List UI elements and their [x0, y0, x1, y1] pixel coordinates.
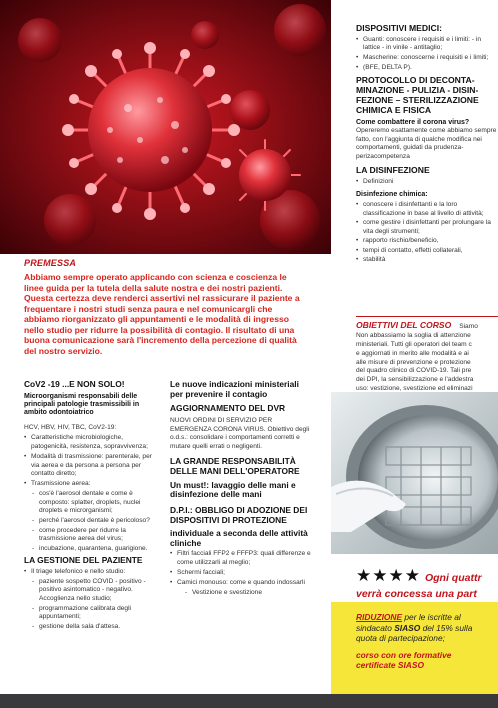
list-item: • come gestire i disinfettanti per prolungare la vita degli strumenti;: [356, 219, 498, 236]
list-item: • Modalità di trasmissione: parenterale, per via aerea e da persona a persona per contatto diretto;: [24, 453, 162, 479]
list-item: • Camici monouso: come e quando indossarli: [170, 579, 312, 588]
obiettivi-line: Non abbassiamo la soglia di attenzione: [356, 331, 471, 339]
list-item: • Trasmissione aerea:: [24, 480, 162, 489]
obiettivi-title: OBIETTIVI DEL CORSO: [356, 320, 452, 330]
question-text: Opereremo esattamente come abbiamo sempre fatto, con l'aggiunta di qualche modifica nei comportamenti, guidati da prudenza-perizacompetenza: [356, 127, 497, 160]
list-item: - incubazione, quarantena, guarigione.: [31, 545, 162, 554]
list-item: - cos'è l'aerosol dentale e come è composto: splatter, droplets, nuclei droplets e microrganismi;: [31, 490, 162, 516]
gestione-heading: LA GESTIONE DEL PAZIENTE: [24, 555, 143, 566]
disinfezione-heading: LA DISINFEZIONE: [356, 165, 430, 176]
list-item: - programmazione calibrata degli appuntamenti;: [31, 605, 162, 622]
riduzione-text-2: del 15% sulla quota di partecipazione;: [356, 622, 473, 643]
autoclave-photo: [331, 392, 498, 554]
riduzione-text-1: per le iscritte al sindacato: [356, 612, 461, 633]
mani-heading: LA GRANDE RESPONSABILITÀ DELLE MANI DELL'OPERATORE: [170, 456, 300, 476]
definizioni-bullet: [356, 178, 498, 187]
promo-line-2: verrà concessa una part: [356, 588, 477, 600]
list-item: • Il triage telefonico e nello studio:: [24, 568, 162, 577]
protocollo-heading: PROTOCOLLO DI DECONTA-MINAZIONE - PULIZIA - DISIN-FEZIONE – STERILIZZAZIONE CHIMICA E FISICA: [356, 75, 479, 115]
corso-certificato: corso con ore formative certificate SIASO: [356, 649, 452, 670]
indicazioni-heading: Le nuove indicazioni ministeriali per prevenire il contagio: [170, 379, 299, 399]
lavaggio-heading: Un must!: lavaggio delle mani e disinfezione delle mani: [170, 479, 296, 500]
dispositivi-heading: DISPOSITIVI MEDICI:: [356, 24, 442, 33]
obiettivi-line: e aggiornati in merito alle modalità e ai: [356, 349, 469, 357]
cov2-heading: CoV2 -19 ...E NON SOLO!: [24, 379, 125, 389]
aerea-sublist: [31, 490, 162, 553]
stars-promo: [356, 566, 498, 590]
dpi-subheading: individuale a seconda delle attività cliniche: [170, 528, 308, 548]
obiettivi-line: uso: vestizione, svestizione ed eliminazi: [356, 385, 473, 393]
obiettivi-first-line: Siamo: [459, 323, 478, 330]
column-protocollo: [356, 24, 498, 266]
list-item: • Guanti: conoscere i requisiti e i limiti: - in lattice - in vinile - antitaglio;: [356, 36, 498, 53]
premessa-text: Abbiamo sempre operato applicando con scienza e coscienza le linee guida per la tutela della salute nostra e dei nostri pazienti. Questa certezza deve renderci assertivi nel rassicurare il paziente a frequentare i nostri studi senza paura e nel comunicargli che abbiamo riorganizzato gli appuntamenti e le modalità di ingresso nello studio per ridurre la possibilità di contagio. Il risultato di una buona comunicazione sarà l'incremento della percezione di qualità del nostro servizio.: [24, 272, 300, 356]
list-item: - paziente sospetto COVID - positivo - positivo asintomatico - negativo. Accoglienza nello studio;: [31, 578, 162, 604]
premessa-title: PREMESSA: [24, 258, 77, 268]
list-item: - perché l'aerosol dentale è pericoloso?: [31, 517, 162, 526]
question-heading: Come combattere il corona virus?: [356, 118, 470, 126]
list-item: • Mascherine: conoscerne i requisiti e i limiti;: [356, 54, 498, 63]
column-cov2: [24, 380, 162, 632]
dpi-bullets: [170, 550, 312, 587]
viruses-list: HCV, HBV, HIV, TBC, CoV2-19:: [24, 423, 117, 431]
dispositivi-bullets: [356, 36, 498, 72]
riduzione-label: RIDUZIONE: [356, 612, 403, 622]
list-item: • conoscere i disinfettanti e la loro classificazione in base al livello di attività;: [356, 201, 498, 218]
footer-bar: [0, 694, 498, 708]
list-item: • Caratteristiche microbiologiche, patogenicità, resistenza, sopravvivenza;: [24, 434, 162, 451]
dpi-sublist: [184, 589, 312, 598]
obiettivi-line: dei DPI, la sensibilizzazione e l'addestra: [356, 376, 474, 384]
dvr-heading: AGGIORNAMENTO DEL DVR: [170, 403, 286, 414]
list-item: • rapporto rischio/beneficio,: [356, 237, 498, 246]
microorganismi-subheading: Microorganismi responsabili delle principali patologie trasmissibili in ambito odontoiatrico: [24, 392, 140, 417]
obiettivi-line: del quadro clinico di COVID-19. Tali pre: [356, 367, 472, 375]
list-item: - come procedere per ridurre la trasmissione aerea del virus;: [31, 527, 162, 544]
column-indicazioni: [170, 380, 312, 599]
obiettivi-section: [356, 320, 498, 403]
list-item: - gestione della sala d'attesa.: [31, 623, 162, 632]
chimica-heading: Disinfezione chimica:: [356, 190, 428, 198]
siaso-brand: SIASO: [394, 622, 421, 633]
obiettivi-line: ministeriali. Tutti gli operatori del team c: [356, 340, 472, 348]
list-item: • (BFE, DELTA P).: [356, 64, 498, 73]
obiettivi-line: alle misure di prevenzione e protezione: [356, 358, 471, 366]
list-item: • Filtri facciali FFP2 e FFFP3: quali differenze e come utilizzarli al meglio;: [170, 550, 312, 567]
list-item: • Definizioni: [356, 178, 498, 187]
list-item: • Schermi facciali;: [170, 569, 312, 578]
cov2-bullets: [24, 434, 162, 488]
star-icon: ★★★★: [356, 566, 421, 585]
list-item: - Vestizione e svestizione: [184, 589, 312, 598]
divider: [356, 316, 498, 317]
gestione-bullets: [24, 568, 162, 577]
dvr-text: NUOVI ORDINI DI SERVIZIO PER EMERGENZA CORONA VIRUS. Obiettivo degli o.d.s.: consolidare i comportamenti corretti e mutare quelli errati o negligenti.: [170, 416, 310, 450]
chimica-bullets: [356, 201, 498, 265]
list-item: • tempi di contatto, effetti collaterali,: [356, 247, 498, 256]
list-item: • stabilità: [356, 256, 498, 265]
gestione-sublist: [31, 578, 162, 631]
coronavirus-hero-image: [0, 0, 331, 254]
promo-line-1: Ogni quattr: [424, 572, 482, 584]
riduzione-box: [331, 602, 498, 694]
dpi-heading: D.P.I.: OBBLIGO DI ADOZIONE DEI DISPOSITIVI DI PROTEZIONE: [170, 504, 308, 525]
